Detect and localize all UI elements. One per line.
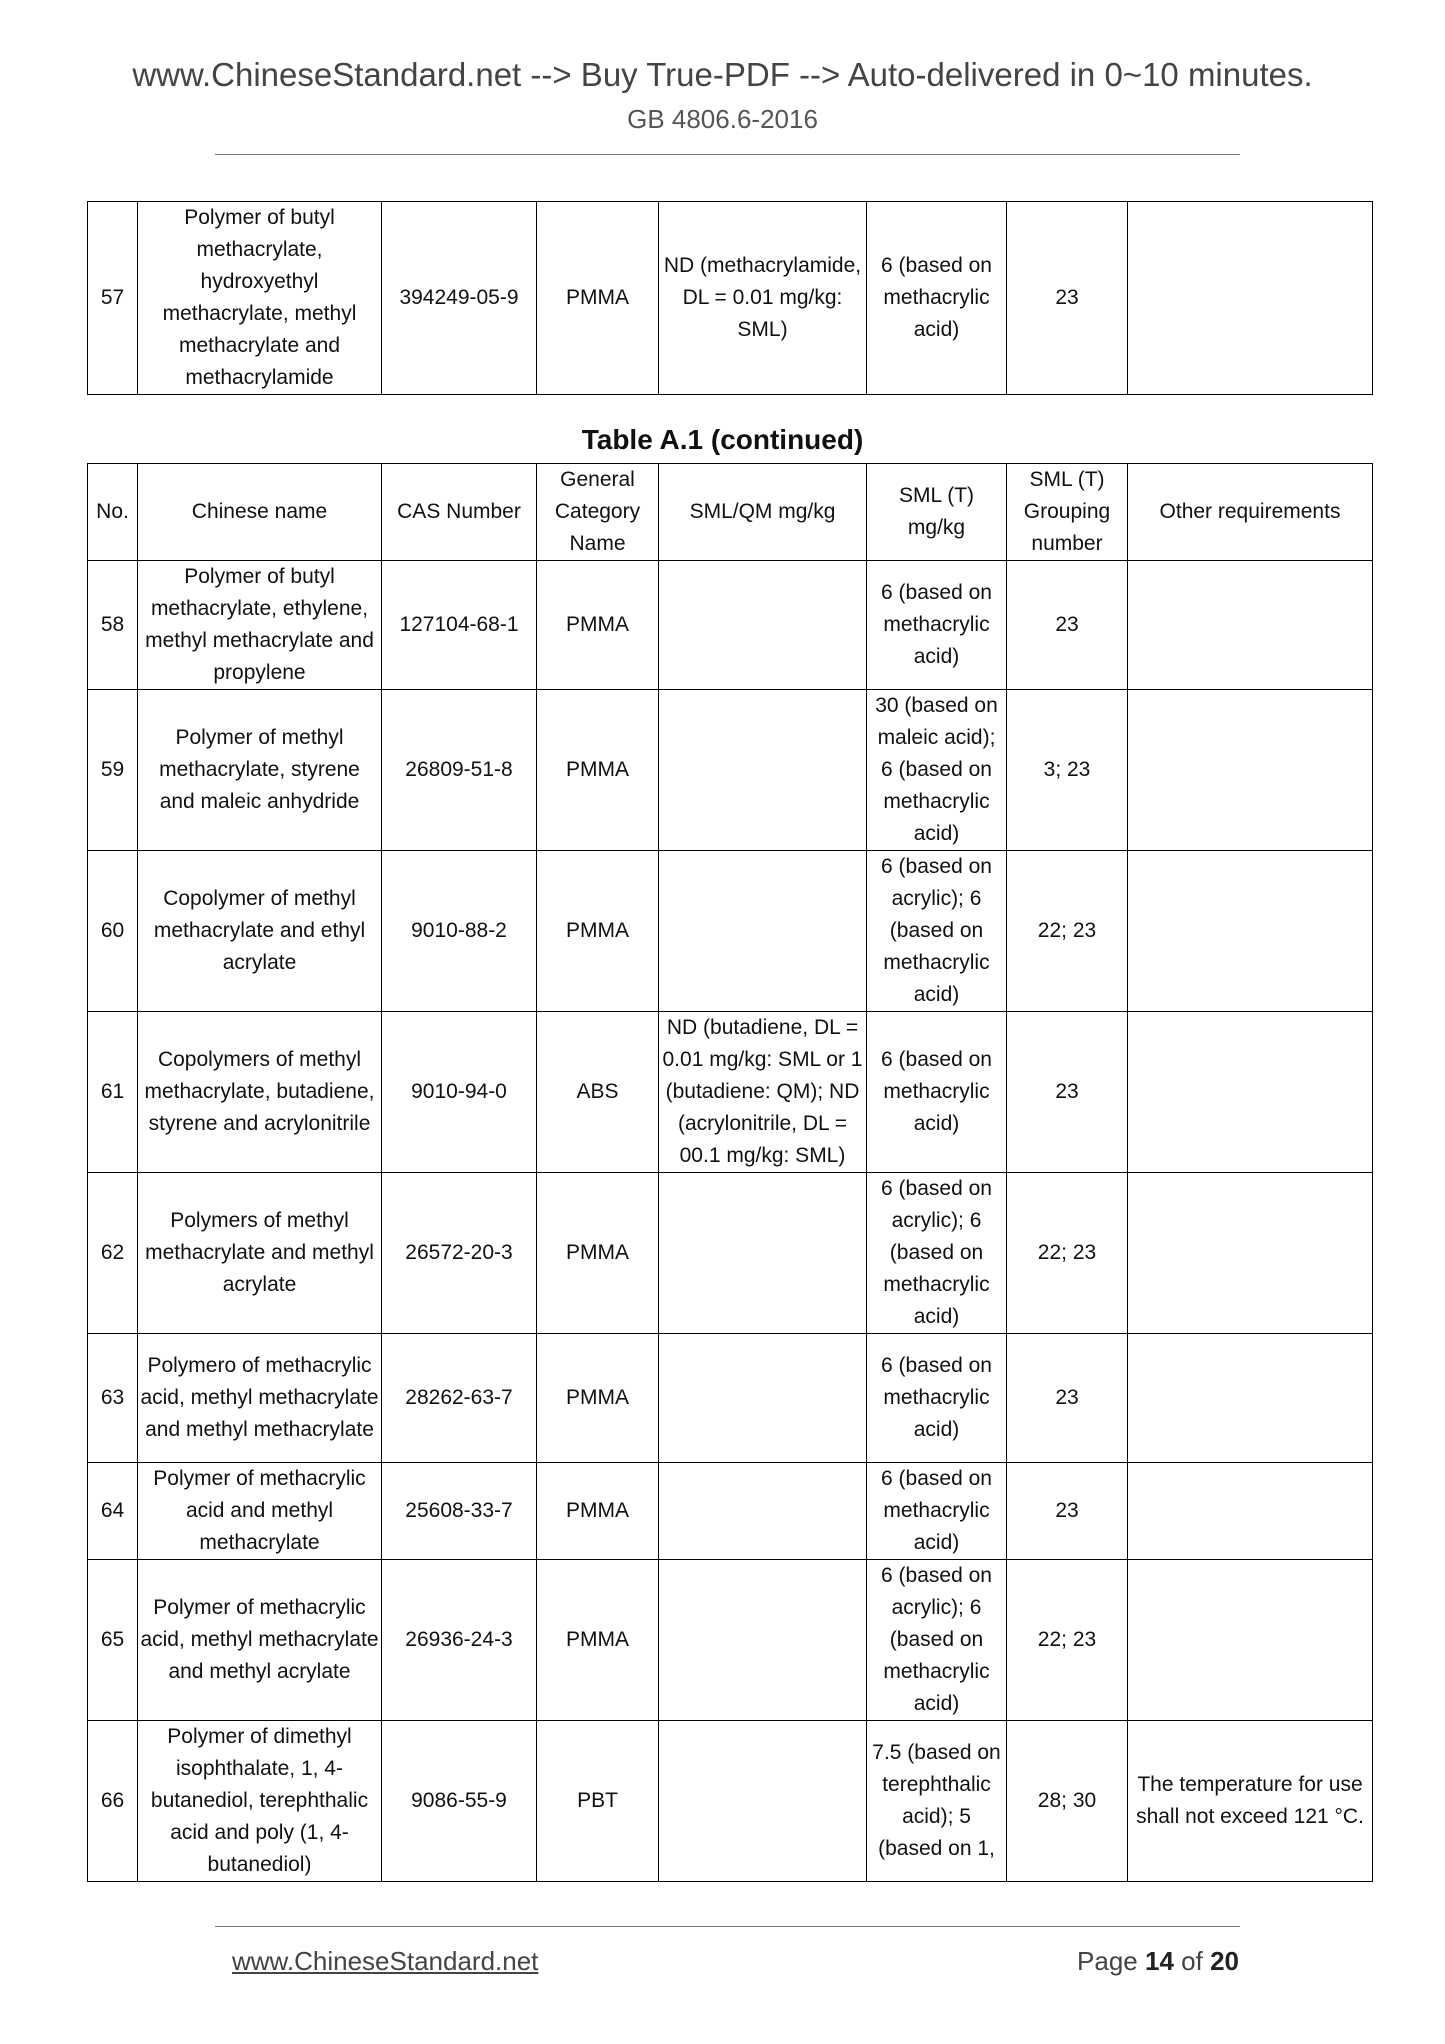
table-row [88, 202, 1373, 395]
footer-site-link[interactable]: www.ChineseStandard.net [232, 1946, 539, 1976]
cell-smlqm [659, 1173, 867, 1334]
cell-smlt: 6 (based on methacrylic acid) [867, 1334, 1007, 1463]
table-row [88, 1334, 1373, 1463]
cell-name: Polymers of methyl methacrylate and methyl acrylate [138, 1173, 382, 1334]
table-row [88, 1463, 1373, 1560]
cell-no: 60 [88, 851, 138, 1012]
cell-category: PMMA [537, 690, 659, 851]
cell-group: 23 [1007, 561, 1128, 690]
table-row [88, 690, 1373, 851]
cell-group: 22; 23 [1007, 1173, 1128, 1334]
cell-no: 65 [88, 1560, 138, 1721]
cell-cas: 9010-94-0 [382, 1012, 537, 1173]
page-of-label: of [1181, 1946, 1203, 1976]
cell-smlqm [659, 561, 867, 690]
cell-no: 59 [88, 690, 138, 851]
col-header-smlt: SML (T) mg/kg [867, 464, 1007, 561]
cell-smlt: 6 (based on acrylic); 6 (based on methacrylic acid) [867, 851, 1007, 1012]
table-row [88, 1560, 1373, 1721]
cell-name: Polymer of butyl methacrylate, ethylene, methyl methacrylate and propylene [138, 561, 382, 690]
cell-no: 61 [88, 1012, 138, 1173]
table-a1-continued [87, 463, 1373, 1882]
cell-smlqm [659, 851, 867, 1012]
cell-no: 62 [88, 1173, 138, 1334]
cell-group: 28; 30 [1007, 1721, 1128, 1882]
cell-category: PMMA [537, 1334, 659, 1463]
cell-cas: 127104-68-1 [382, 561, 537, 690]
cell-cas: 26936-24-3 [382, 1560, 537, 1721]
cell-other [1128, 1012, 1373, 1173]
table-row [88, 1012, 1373, 1173]
page-indicator [1077, 1946, 1239, 1977]
cell-category: ABS [537, 1012, 659, 1173]
cell-category: PMMA [537, 1463, 659, 1560]
cell-name: Copolymers of methyl methacrylate, butadiene, styrene and acrylonitrile [138, 1012, 382, 1173]
cell-name: Copolymer of methyl methacrylate and ethyl acrylate [138, 851, 382, 1012]
cell-name: Polymer of butyl methacrylate, hydroxyethyl methacrylate, methyl methacrylate and methacrylamide [138, 202, 382, 395]
header-title: www.ChineseStandard.net --> Buy True-PDF --> Auto-delivered in 0~10 minutes. [132, 56, 1313, 93]
cell-other: The temperature for use shall not exceed 121 °C. [1128, 1721, 1373, 1882]
standard-number: GB 4806.6-2016 [627, 104, 818, 134]
col-header-smlqm: SML/QM mg/kg [659, 464, 867, 561]
cell-smlt: 6 (based on acrylic); 6 (based on methacrylic acid) [867, 1173, 1007, 1334]
cell-smlt: 6 (based on methacrylic acid) [867, 1012, 1007, 1173]
cell-cas: 28262-63-7 [382, 1334, 537, 1463]
cell-group: 23 [1007, 1012, 1128, 1173]
cell-no: 63 [88, 1334, 138, 1463]
cell-cas: 26809-51-8 [382, 690, 537, 851]
cell-group: 23 [1007, 1334, 1128, 1463]
cell-other [1128, 690, 1373, 851]
cell-smlt: 6 (based on methacrylic acid) [867, 561, 1007, 690]
cell-group: 22; 23 [1007, 1560, 1128, 1721]
cell-category: PMMA [537, 1173, 659, 1334]
cell-no: 57 [88, 202, 138, 395]
cell-other [1128, 561, 1373, 690]
cell-group: 3; 23 [1007, 690, 1128, 851]
header-divider [215, 154, 1240, 155]
cell-name: Polymer of methacrylic acid, methyl methacrylate and methyl acrylate [138, 1560, 382, 1721]
cell-name: Polymer of methacrylic acid and methyl methacrylate [138, 1463, 382, 1560]
cell-name: Polymer of methyl methacrylate, styrene and maleic anhydride [138, 690, 382, 851]
table-header-row [88, 464, 1373, 561]
cell-other [1128, 1173, 1373, 1334]
cell-no: 64 [88, 1463, 138, 1560]
cell-other [1128, 851, 1373, 1012]
cell-smlqm [659, 1463, 867, 1560]
col-header-group: SML (T) Grouping number [1007, 464, 1128, 561]
cell-no: 58 [88, 561, 138, 690]
cell-smlt: 6 (based on methacrylic acid) [867, 1463, 1007, 1560]
table-fragment-57 [87, 201, 1373, 395]
col-header-other: Other requirements [1128, 464, 1373, 561]
cell-no: 66 [88, 1721, 138, 1882]
table-row [88, 1173, 1373, 1334]
cell-smlqm [659, 690, 867, 851]
col-header-no: No. [88, 464, 138, 561]
table-row [88, 1721, 1373, 1882]
col-header-name: Chinese name [138, 464, 382, 561]
cell-category: PMMA [537, 1560, 659, 1721]
cell-smlt: 6 (based on methacrylic acid) [867, 202, 1007, 395]
cell-cas: 9086-55-9 [382, 1721, 537, 1882]
cell-name: Polymero of methacrylic acid, methyl methacrylate and methyl methacrylate [138, 1334, 382, 1463]
cell-group: 22; 23 [1007, 851, 1128, 1012]
page-number: 14 [1145, 1946, 1174, 1976]
page-label: Page [1077, 1946, 1138, 1976]
cell-cas: 9010-88-2 [382, 851, 537, 1012]
cell-other [1128, 1463, 1373, 1560]
cell-cas: 394249-05-9 [382, 202, 537, 395]
cell-name: Polymer of dimethyl isophthalate, 1, 4-butanediol, terephthalic acid and poly (1, 4-butanediol) [138, 1721, 382, 1882]
table-caption: Table A.1 (continued) [581, 424, 864, 455]
footer-divider [215, 1926, 1240, 1927]
cell-category: PBT [537, 1721, 659, 1882]
cell-other [1128, 1560, 1373, 1721]
cell-smlqm [659, 1560, 867, 1721]
table-row [88, 561, 1373, 690]
cell-smlt: 30 (based on maleic acid); 6 (based on methacrylic acid) [867, 690, 1007, 851]
page-total: 20 [1210, 1946, 1239, 1976]
cell-group: 23 [1007, 202, 1128, 395]
col-header-cas: CAS Number [382, 464, 537, 561]
cell-other [1128, 202, 1373, 395]
cell-smlqm: ND (methacrylamide, DL = 0.01 mg/kg: SML) [659, 202, 867, 395]
cell-smlt: 6 (based on acrylic); 6 (based on methacrylic acid) [867, 1560, 1007, 1721]
table-row [88, 851, 1373, 1012]
cell-category: PMMA [537, 561, 659, 690]
cell-smlt: 7.5 (based on terephthalic acid); 5 (based on 1, [867, 1721, 1007, 1882]
cell-category: PMMA [537, 202, 659, 395]
cell-cas: 25608-33-7 [382, 1463, 537, 1560]
cell-group: 23 [1007, 1463, 1128, 1560]
cell-smlqm: ND (butadiene, DL = 0.01 mg/kg: SML or 1 (butadiene: QM); ND (acrylonitrile, DL = 00.1 mg/kg: SML) [659, 1012, 867, 1173]
col-header-category: General Category Name [537, 464, 659, 561]
cell-cas: 26572-20-3 [382, 1173, 537, 1334]
cell-other [1128, 1334, 1373, 1463]
cell-smlqm [659, 1721, 867, 1882]
cell-category: PMMA [537, 851, 659, 1012]
cell-smlqm [659, 1334, 867, 1463]
